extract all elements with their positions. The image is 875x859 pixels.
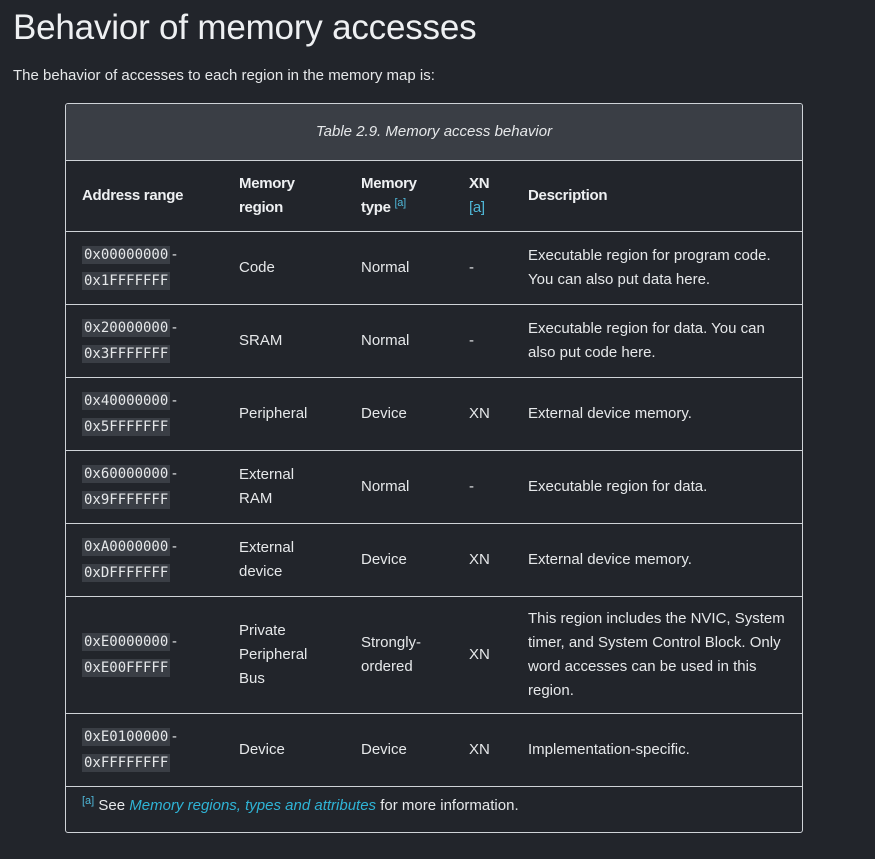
memory-region-cell: SRAM — [223, 305, 345, 378]
address-range-cell — [66, 714, 223, 787]
address-separator: - — [170, 393, 179, 409]
xn-cell: - — [453, 305, 512, 378]
description-cell: This region includes the NVIC, System timer, and System Control Block. Only word accesses can be used in this region. — [512, 597, 802, 714]
table-row — [66, 232, 802, 305]
address-range-cell — [66, 305, 223, 378]
address-end: 0x9FFFFFFF — [84, 492, 169, 508]
description-cell: External device memory. — [512, 378, 802, 451]
footnote-anchor[interactable]: [a] — [82, 795, 95, 807]
memory-type-cell: Normal — [345, 451, 453, 524]
address-range-cell — [66, 524, 223, 597]
memory-region-cell: Device — [223, 714, 345, 787]
address-separator: - — [170, 634, 179, 650]
address-range-cell — [66, 451, 223, 524]
intro-paragraph: The behavior of accesses to each region in the memory map is: — [13, 67, 435, 84]
table-row — [66, 451, 802, 524]
memory-region-cell: Code — [223, 232, 345, 305]
header-description: Description — [512, 161, 802, 232]
page-title: Behavior of memory accesses — [13, 8, 477, 47]
memory-type-cell: Normal — [345, 232, 453, 305]
xn-cell: XN — [453, 524, 512, 597]
memory-region-cell: External device — [223, 524, 345, 597]
table-row — [66, 597, 802, 714]
address-start: 0xA0000000 — [84, 539, 169, 555]
table-row — [66, 378, 802, 451]
xn-cell: - — [453, 232, 512, 305]
memory-regions-link[interactable]: Memory regions, types and attributes — [129, 797, 377, 814]
address-separator: - — [170, 539, 179, 555]
address-separator: - — [170, 320, 179, 336]
table-caption: Table 2.9. Memory access behavior — [66, 104, 802, 161]
description-cell: Executable region for data. You can also put code here. — [512, 305, 802, 378]
address-start: 0x60000000 — [84, 466, 169, 482]
header-memory-region-line1: Memory — [239, 175, 295, 192]
table-header-row — [66, 161, 802, 232]
address-end: 0xE00FFFFF — [84, 660, 169, 676]
address-end: 0x3FFFFFFF — [84, 346, 169, 362]
xn-cell: XN — [453, 597, 512, 714]
table-row — [66, 524, 802, 597]
address-separator: - — [170, 466, 179, 482]
memory-type-cell: Device — [345, 714, 453, 787]
memory-type-cell: Strongly- ordered — [345, 597, 453, 714]
footnote-prefix: See — [94, 797, 130, 814]
address-separator: - — [170, 247, 179, 263]
footnote-ref-link[interactable]: [a] — [394, 197, 406, 209]
footnote-ref-link[interactable]: [a] — [469, 199, 485, 216]
address-range-cell — [66, 378, 223, 451]
header-memory-type-line2: type — [361, 199, 391, 216]
address-separator: - — [170, 729, 179, 745]
description-cell: Implementation-specific. — [512, 714, 802, 787]
header-xn — [453, 161, 512, 232]
table-row — [66, 305, 802, 378]
address-range-cell — [66, 597, 223, 714]
address-start: 0xE0100000 — [84, 729, 169, 745]
memory-region-cell: External RAM — [223, 451, 345, 524]
description-cell: Executable region for data. — [512, 451, 802, 524]
header-memory-region — [223, 161, 345, 232]
memory-type-cell: Device — [345, 524, 453, 597]
header-memory-region-line2: region — [239, 199, 284, 216]
header-address-range: Address range — [66, 161, 223, 232]
address-start: 0x00000000 — [84, 247, 169, 263]
address-start: 0xE0000000 — [84, 634, 169, 650]
memory-region-cell: Private Peripheral Bus — [223, 597, 345, 714]
address-end: 0x5FFFFFFF — [84, 419, 169, 435]
memory-access-table — [65, 103, 803, 833]
header-xn-line1: XN — [469, 175, 490, 192]
address-start: 0x40000000 — [84, 393, 169, 409]
memory-type-cell: Normal — [345, 305, 453, 378]
description-cell: Executable region for program code. You can also put data here. — [512, 232, 802, 305]
table-row — [66, 714, 802, 787]
address-end: 0xDFFFFFFF — [84, 565, 169, 581]
address-end: 0xFFFFFFFF — [84, 755, 169, 771]
address-range-cell — [66, 232, 223, 305]
memory-type-cell: Device — [345, 378, 453, 451]
memory-access-grid — [66, 161, 802, 787]
header-memory-type — [345, 161, 453, 232]
xn-cell: XN — [453, 378, 512, 451]
address-start: 0x20000000 — [84, 320, 169, 336]
header-memory-type-line1: Memory — [361, 175, 417, 192]
description-cell: External device memory. — [512, 524, 802, 597]
footnote-suffix: for more information. — [376, 797, 519, 814]
xn-cell: XN — [453, 714, 512, 787]
memory-region-cell: Peripheral — [223, 378, 345, 451]
address-end: 0x1FFFFFFF — [84, 273, 169, 289]
xn-cell: - — [453, 451, 512, 524]
table-footnote — [66, 787, 802, 814]
